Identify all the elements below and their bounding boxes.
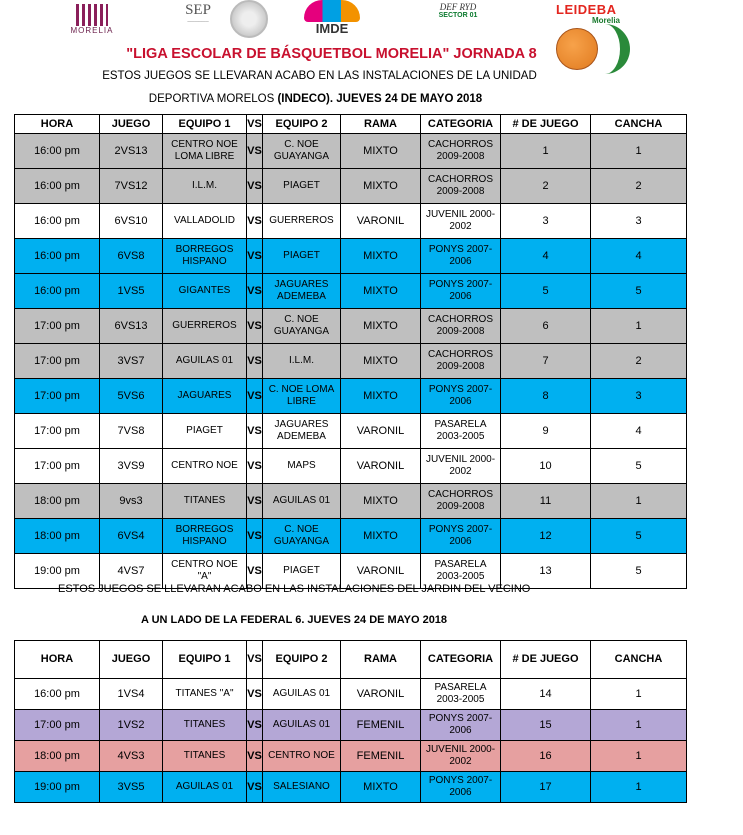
sector-text: SECTOR 01 bbox=[438, 12, 478, 19]
cell-juego: 6VS13 bbox=[100, 309, 163, 344]
column-header: JUEGO bbox=[100, 641, 163, 679]
cell-num: 1 bbox=[501, 134, 591, 169]
logo-strip bbox=[0, 0, 743, 46]
cell-hora: 16:00 pm bbox=[15, 204, 100, 239]
cell-hora: 17:00 pm bbox=[15, 379, 100, 414]
cell-num: 5 bbox=[501, 274, 591, 309]
cell-juego: 1VS4 bbox=[100, 679, 163, 710]
cell-rama: VARONIL bbox=[341, 679, 421, 710]
table-row bbox=[15, 204, 687, 239]
cell-num: 11 bbox=[501, 484, 591, 519]
cell-vs: VS bbox=[247, 344, 263, 379]
cell-equipo1: VALLADOLID bbox=[163, 204, 247, 239]
imde-emblem-icon bbox=[304, 0, 360, 22]
table-row bbox=[15, 309, 687, 344]
cell-cancha: 3 bbox=[591, 204, 687, 239]
cell-equipo2: AGUILAS 01 bbox=[263, 679, 341, 710]
cell-equipo2: JAGUARES ADEMEBA bbox=[263, 274, 341, 309]
imde-logo-text: IMDE bbox=[315, 21, 349, 36]
table-row bbox=[15, 239, 687, 274]
cell-num: 16 bbox=[501, 741, 591, 772]
schedule-table-main bbox=[14, 114, 687, 589]
cell-vs: VS bbox=[247, 239, 263, 274]
cell-vs: VS bbox=[247, 449, 263, 484]
cell-categoria: PONYS 2007-2006 bbox=[421, 772, 501, 803]
cell-vs: VS bbox=[247, 554, 263, 589]
cell-equipo2: GUERREROS bbox=[263, 204, 341, 239]
cell-cancha: 1 bbox=[591, 772, 687, 803]
cell-juego: 6VS8 bbox=[100, 239, 163, 274]
cell-equipo1: AGUILAS 01 bbox=[163, 772, 247, 803]
column-header: EQUIPO 2 bbox=[263, 115, 341, 134]
cathedral-icon bbox=[76, 4, 108, 26]
column-header: JUEGO bbox=[100, 115, 163, 134]
cell-rama: MIXTO bbox=[341, 519, 421, 554]
cell-num: 3 bbox=[501, 204, 591, 239]
table-row bbox=[15, 169, 687, 204]
schedule-table-secondary bbox=[14, 640, 687, 803]
cell-num: 14 bbox=[501, 679, 591, 710]
column-header: VS bbox=[247, 115, 263, 134]
cell-equipo2: AGUILAS 01 bbox=[263, 710, 341, 741]
cell-rama: MIXTO bbox=[341, 239, 421, 274]
cell-juego: 7VS12 bbox=[100, 169, 163, 204]
cell-juego: 1VS5 bbox=[100, 274, 163, 309]
cell-hora: 16:00 pm bbox=[15, 134, 100, 169]
cell-equipo1: CENTRO NOE LOMA LIBRE bbox=[163, 134, 247, 169]
cell-cancha: 5 bbox=[591, 274, 687, 309]
cell-equipo1: GIGANTES bbox=[163, 274, 247, 309]
cell-categoria: PONYS 2007-2006 bbox=[421, 239, 501, 274]
cell-vs: VS bbox=[247, 679, 263, 710]
cell-equipo1: AGUILAS 01 bbox=[163, 344, 247, 379]
cell-equipo2: I.L.M. bbox=[263, 344, 341, 379]
leideba-logo-sub: Morelia bbox=[592, 16, 621, 25]
table-row bbox=[15, 274, 687, 309]
cell-equipo1: TITANES "A" bbox=[163, 679, 247, 710]
cell-cancha: 4 bbox=[591, 239, 687, 274]
cell-num: 9 bbox=[501, 414, 591, 449]
table-row bbox=[15, 679, 687, 710]
cell-equipo2: JAGUARES ADEMEBA bbox=[263, 414, 341, 449]
table-row bbox=[15, 414, 687, 449]
cell-vs: VS bbox=[247, 134, 263, 169]
cell-equipo2: CENTRO NOE bbox=[263, 741, 341, 772]
cell-num: 10 bbox=[501, 449, 591, 484]
cell-juego: 6VS4 bbox=[100, 519, 163, 554]
cell-equipo2: C. NOE GUAYANGA bbox=[263, 134, 341, 169]
cell-equipo2: PIAGET bbox=[263, 239, 341, 274]
cell-juego: 7VS8 bbox=[100, 414, 163, 449]
cell-categoria: CACHORROS 2009-2008 bbox=[421, 484, 501, 519]
cell-equipo2: AGUILAS 01 bbox=[263, 484, 341, 519]
cell-hora: 17:00 pm bbox=[15, 309, 100, 344]
cell-categoria: JUVENIL 2000-2002 bbox=[421, 741, 501, 772]
cell-juego: 3VS7 bbox=[100, 344, 163, 379]
cell-hora: 16:00 pm bbox=[15, 239, 100, 274]
cell-categoria: CACHORROS 2009-2008 bbox=[421, 134, 501, 169]
cell-rama: MIXTO bbox=[341, 309, 421, 344]
cell-equipo1: TITANES bbox=[163, 710, 247, 741]
leideba-logo-text: LEIDEBA bbox=[556, 2, 617, 17]
cell-vs: VS bbox=[247, 204, 263, 239]
cell-rama: MIXTO bbox=[341, 484, 421, 519]
cell-categoria: PONYS 2007-2006 bbox=[421, 274, 501, 309]
morelia-logo-text: MORELIA bbox=[70, 26, 114, 35]
cell-cancha: 5 bbox=[591, 554, 687, 589]
cell-vs: VS bbox=[247, 710, 263, 741]
mexico-seal-icon bbox=[230, 0, 268, 40]
cell-vs: VS bbox=[247, 741, 263, 772]
column-header: RAMA bbox=[341, 641, 421, 679]
cell-equipo1: JAGUARES bbox=[163, 379, 247, 414]
cell-equipo2: C. NOE LOMA LIBRE bbox=[263, 379, 341, 414]
cell-equipo2: C. NOE GUAYANGA bbox=[263, 309, 341, 344]
cell-rama: FEMENIL bbox=[341, 710, 421, 741]
cell-categoria: PASARELA 2003-2005 bbox=[421, 679, 501, 710]
cell-num: 7 bbox=[501, 344, 591, 379]
venue-line-2-bold: (INDECO). JUEVES 24 DE MAYO 2018 bbox=[277, 93, 483, 105]
cell-rama: MIXTO bbox=[341, 169, 421, 204]
cell-cancha: 1 bbox=[591, 741, 687, 772]
venue-line-1: ESTOS JUEGOS SE LLEVARAN ACABO EN LAS INSTALACIONES DE LA UNIDAD bbox=[102, 70, 537, 82]
table-row bbox=[15, 484, 687, 519]
cell-vs: VS bbox=[247, 772, 263, 803]
column-header: CATEGORIA bbox=[421, 115, 501, 134]
cell-categoria: JUVENIL 2000-2002 bbox=[421, 449, 501, 484]
cell-hora: 18:00 pm bbox=[15, 741, 100, 772]
table-row bbox=[15, 772, 687, 803]
column-header: # DE JUEGO bbox=[501, 115, 591, 134]
cell-num: 6 bbox=[501, 309, 591, 344]
cell-cancha: 2 bbox=[591, 169, 687, 204]
cell-categoria: JUVENIL 2000-2002 bbox=[421, 204, 501, 239]
cell-equipo1: TITANES bbox=[163, 741, 247, 772]
cell-hora: 16:00 pm bbox=[15, 169, 100, 204]
cell-juego: 4VS3 bbox=[100, 741, 163, 772]
cell-cancha: 5 bbox=[591, 519, 687, 554]
cell-num: 8 bbox=[501, 379, 591, 414]
cell-vs: VS bbox=[247, 274, 263, 309]
table-row bbox=[15, 741, 687, 772]
def-logo bbox=[428, 2, 488, 42]
cell-equipo1: PIAGET bbox=[163, 414, 247, 449]
cell-vs: VS bbox=[247, 379, 263, 414]
cell-juego: 3VS5 bbox=[100, 772, 163, 803]
cell-num: 12 bbox=[501, 519, 591, 554]
cell-vs: VS bbox=[247, 169, 263, 204]
column-header: CANCHA bbox=[591, 641, 687, 679]
column-header: # DE JUEGO bbox=[501, 641, 591, 679]
cell-rama: MIXTO bbox=[341, 379, 421, 414]
cell-cancha: 3 bbox=[591, 379, 687, 414]
column-header: EQUIPO 2 bbox=[263, 641, 341, 679]
cell-hora: 16:00 pm bbox=[15, 679, 100, 710]
cell-rama: MIXTO bbox=[341, 772, 421, 803]
cell-equipo1: GUERREROS bbox=[163, 309, 247, 344]
cell-juego: 6VS10 bbox=[100, 204, 163, 239]
table-row bbox=[15, 449, 687, 484]
cell-hora: 19:00 pm bbox=[15, 772, 100, 803]
cell-categoria: PASARELA 2003-2005 bbox=[421, 414, 501, 449]
venue-line-2 bbox=[0, 93, 687, 105]
cell-hora: 18:00 pm bbox=[15, 484, 100, 519]
column-header: CATEGORIA bbox=[421, 641, 501, 679]
column-header: EQUIPO 1 bbox=[163, 641, 247, 679]
cell-num: 2 bbox=[501, 169, 591, 204]
cell-juego: 2VS13 bbox=[100, 134, 163, 169]
cell-juego: 5VS6 bbox=[100, 379, 163, 414]
def-logo-text: DEF RYD bbox=[439, 2, 477, 12]
column-header: HORA bbox=[15, 115, 100, 134]
cell-equipo1: I.L.M. bbox=[163, 169, 247, 204]
cell-rama: VARONIL bbox=[341, 554, 421, 589]
cell-cancha: 1 bbox=[591, 710, 687, 741]
cell-equipo2: PIAGET bbox=[263, 554, 341, 589]
cell-vs: VS bbox=[247, 309, 263, 344]
cell-juego: 4VS7 bbox=[100, 554, 163, 589]
cell-num: 13 bbox=[501, 554, 591, 589]
cell-num: 15 bbox=[501, 710, 591, 741]
cell-equipo2: MAPS bbox=[263, 449, 341, 484]
cell-cancha: 5 bbox=[591, 449, 687, 484]
cell-categoria: PONYS 2007-2006 bbox=[421, 519, 501, 554]
table-header-row bbox=[15, 641, 687, 679]
table-header-row bbox=[15, 115, 687, 134]
venue-note-1: ESTOS JUEGOS SE LLEVARAN ACABO EN LAS INSTALACIONES DEL JARDIN DEL VECINO bbox=[58, 583, 531, 595]
cell-categoria: PASARELA 2003-2005 bbox=[421, 554, 501, 589]
cell-equipo1: CENTRO NOE "A" bbox=[163, 554, 247, 589]
cell-hora: 17:00 pm bbox=[15, 449, 100, 484]
table-row bbox=[15, 134, 687, 169]
cell-equipo2: SALESIANO bbox=[263, 772, 341, 803]
cell-hora: 18:00 pm bbox=[15, 519, 100, 554]
cell-hora: 17:00 pm bbox=[15, 414, 100, 449]
column-header: RAMA bbox=[341, 115, 421, 134]
cell-rama: MIXTO bbox=[341, 274, 421, 309]
column-header: CANCHA bbox=[591, 115, 687, 134]
table-row bbox=[15, 519, 687, 554]
morelia-logo bbox=[52, 2, 132, 42]
column-header: VS bbox=[247, 641, 263, 679]
column-header: EQUIPO 1 bbox=[163, 115, 247, 134]
cell-juego: 9vs3 bbox=[100, 484, 163, 519]
cell-categoria: PONYS 2007-2006 bbox=[421, 379, 501, 414]
cell-equipo1: CENTRO NOE bbox=[163, 449, 247, 484]
cell-equipo1: BORREGOS HISPANO bbox=[163, 519, 247, 554]
sep-logo-text: SEP bbox=[185, 2, 211, 18]
cell-rama: MIXTO bbox=[341, 344, 421, 379]
cell-juego: 1VS2 bbox=[100, 710, 163, 741]
cell-hora: 17:00 pm bbox=[15, 344, 100, 379]
cell-hora: 17:00 pm bbox=[15, 710, 100, 741]
table-row bbox=[15, 379, 687, 414]
table-row bbox=[15, 710, 687, 741]
cell-equipo2: C. NOE GUAYANGA bbox=[263, 519, 341, 554]
cell-juego: 3VS9 bbox=[100, 449, 163, 484]
cell-cancha: 1 bbox=[591, 134, 687, 169]
cell-categoria: CACHORROS 2009-2008 bbox=[421, 309, 501, 344]
cell-cancha: 4 bbox=[591, 414, 687, 449]
page-title: "LIGA ESCOLAR DE BÁSQUETBOL MORELIA" JORNADA 8 bbox=[126, 46, 537, 62]
cell-hora: 19:00 pm bbox=[15, 554, 100, 589]
cell-rama: VARONIL bbox=[341, 449, 421, 484]
cell-rama: FEMENIL bbox=[341, 741, 421, 772]
cell-cancha: 1 bbox=[591, 679, 687, 710]
cell-cancha: 2 bbox=[591, 344, 687, 379]
cell-rama: VARONIL bbox=[341, 204, 421, 239]
cell-equipo1: BORREGOS HISPANO bbox=[163, 239, 247, 274]
cell-vs: VS bbox=[247, 484, 263, 519]
cell-equipo1: TITANES bbox=[163, 484, 247, 519]
cell-equipo2: PIAGET bbox=[263, 169, 341, 204]
cell-num: 17 bbox=[501, 772, 591, 803]
cell-rama: MIXTO bbox=[341, 134, 421, 169]
sep-logo: SEP ────── bbox=[168, 2, 228, 42]
cell-categoria: CACHORROS 2009-2008 bbox=[421, 169, 501, 204]
table-row bbox=[15, 344, 687, 379]
column-header: HORA bbox=[15, 641, 100, 679]
cell-cancha: 1 bbox=[591, 484, 687, 519]
venue-note-2: A UN LADO DE LA FEDERAL 6. JUEVES 24 DE MAYO 2018 bbox=[141, 614, 448, 626]
cell-cancha: 1 bbox=[591, 309, 687, 344]
cell-categoria: CACHORROS 2009-2008 bbox=[421, 344, 501, 379]
cell-rama: VARONIL bbox=[341, 414, 421, 449]
cell-vs: VS bbox=[247, 519, 263, 554]
cell-hora: 16:00 pm bbox=[15, 274, 100, 309]
cell-num: 4 bbox=[501, 239, 591, 274]
venue-line-2-plain: DEPORTIVA MORELOS bbox=[148, 93, 278, 105]
cell-vs: VS bbox=[247, 414, 263, 449]
imde-logo bbox=[300, 0, 364, 44]
cell-categoria: PONYS 2007-2006 bbox=[421, 710, 501, 741]
